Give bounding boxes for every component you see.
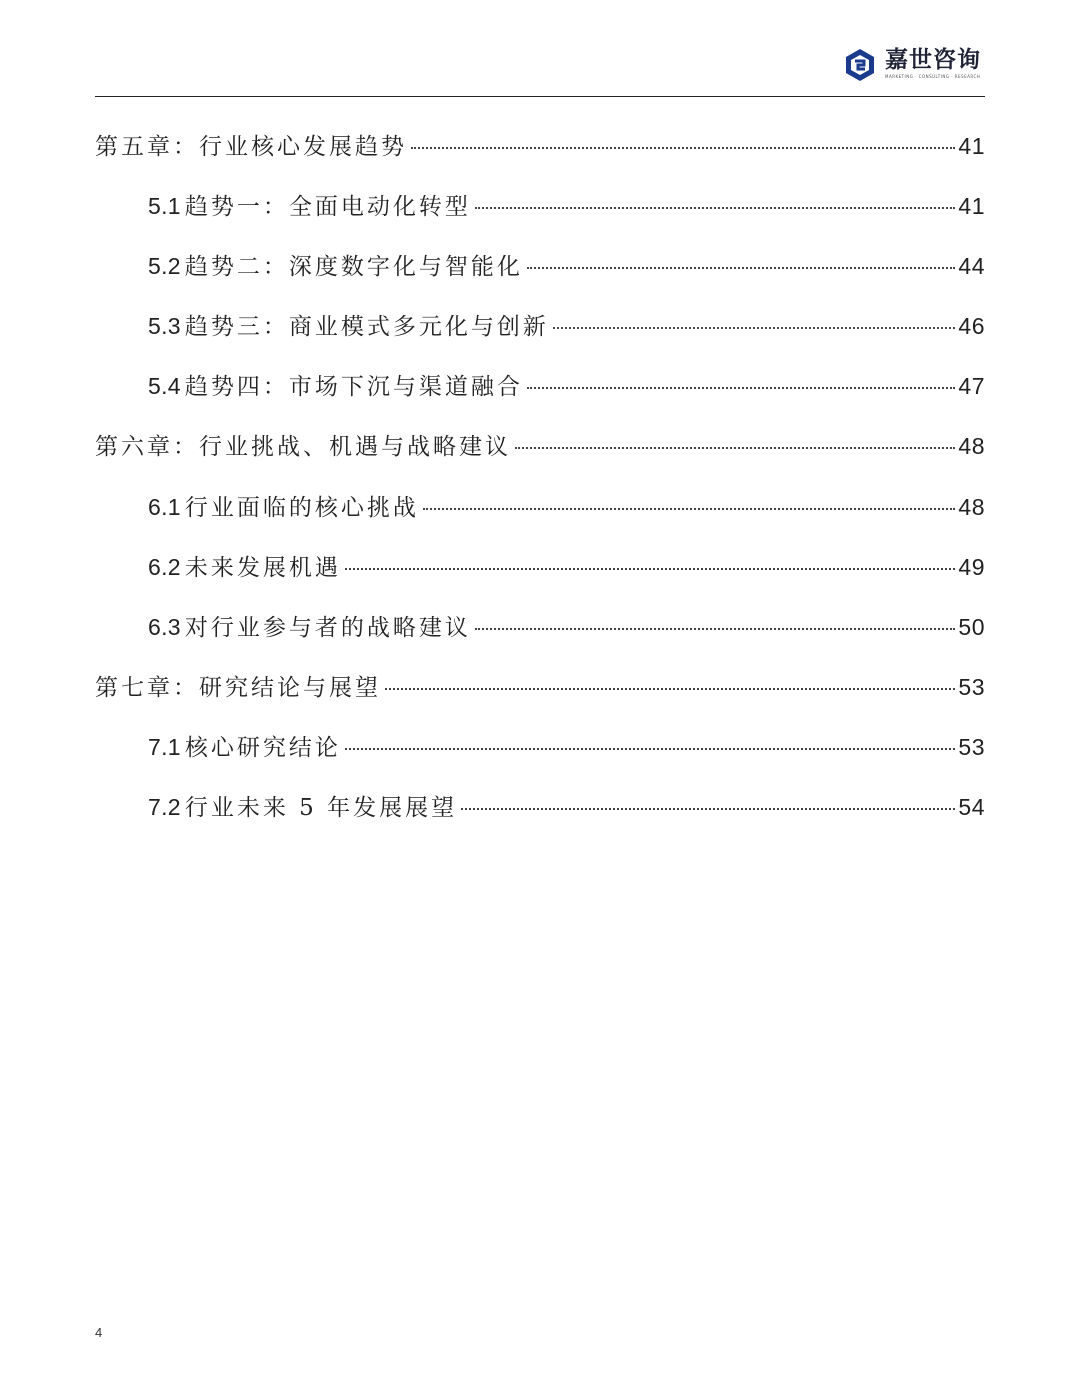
toc-chapter-entry[interactable] [95,124,985,184]
toc-entry-number: 7.2 [148,794,181,821]
toc-dot-leader [345,748,956,750]
toc-chapter-entry[interactable] [95,424,985,484]
toc-entry-title: 趋势一：全面电动化转型 [184,194,471,221]
toc-section-entry[interactable] [95,605,985,665]
toc-page-number: 54 [958,794,985,821]
toc-section-entry[interactable] [95,184,985,244]
toc-dot-leader [475,628,956,630]
toc-dot-leader [527,387,956,389]
toc-chapter-entry[interactable] [95,665,985,725]
toc-dot-leader [461,808,955,810]
toc-entry-number: 7.1 [148,733,181,760]
toc-dot-leader [411,147,955,149]
toc-section-entry[interactable] [95,364,985,424]
toc-dot-leader [475,207,956,209]
toc-entry-title: 趋势四：市场下沉与渠道融合 [184,374,523,401]
toc-entry-title: 趋势三：商业模式多元化与创新 [184,314,549,341]
toc-page-number: 48 [958,433,985,460]
toc-section-entry[interactable] [95,485,985,545]
toc-entry-title: 核心研究结论 [184,734,341,761]
toc-dot-leader [515,447,955,449]
toc-page-number: 53 [958,733,985,760]
toc-entry-title: 第五章：行业核心发展趋势 [95,134,407,160]
toc-entry-title: 对行业参与者的战略建议 [184,614,471,641]
toc-page-number: 48 [958,493,985,520]
toc-dot-leader [345,568,956,570]
toc-section-entry[interactable] [95,304,985,364]
toc-entry-number: 6.1 [148,493,181,520]
toc-entry-number: 5.3 [148,313,181,340]
toc-section-entry[interactable] [95,785,985,845]
toc-dot-leader [385,688,955,690]
company-logo [843,46,981,86]
toc-page-number: 44 [958,253,985,280]
toc-entry-number: 5.4 [148,373,181,400]
jiashi-logo-icon [843,48,877,82]
toc-section-entry[interactable] [95,244,985,304]
toc-entry-number: 6.3 [148,613,181,640]
toc-entry-title: 第七章：研究结论与展望 [95,674,381,701]
toc-page-number: 47 [958,373,985,400]
page-number: 4 [95,1325,103,1340]
toc-section-entry[interactable] [95,725,985,785]
toc-dot-leader [527,267,956,269]
toc-entry-number: 5.1 [148,193,181,220]
toc-page-number: 41 [958,193,985,220]
toc-page-number: 49 [958,553,985,580]
toc-entry-title: 第六章：行业挑战、机遇与战略建议 [95,434,511,461]
toc-page-number: 46 [958,313,985,340]
toc-dot-leader [553,327,956,329]
logo-name: 嘉世咨询 [885,47,981,73]
page-header [95,38,985,97]
toc-page-number: 41 [958,133,985,159]
toc-section-entry[interactable] [95,545,985,605]
toc-entry-title: 趋势二：深度数字化与智能化 [184,254,523,281]
table-of-contents [95,124,985,845]
toc-page-number: 53 [958,673,985,700]
toc-entry-title: 行业面临的核心挑战 [184,494,419,521]
toc-entry-title: 未来发展机遇 [184,554,341,581]
toc-entry-number: 5.2 [148,253,181,280]
logo-tagline: MARKETING · CONSULTING · RESEARCH [885,74,981,79]
toc-entry-number: 6.2 [148,553,181,580]
toc-page-number: 50 [958,613,985,640]
toc-entry-title: 行业未来 5 年发展展望 [184,795,458,822]
toc-dot-leader [423,508,956,510]
